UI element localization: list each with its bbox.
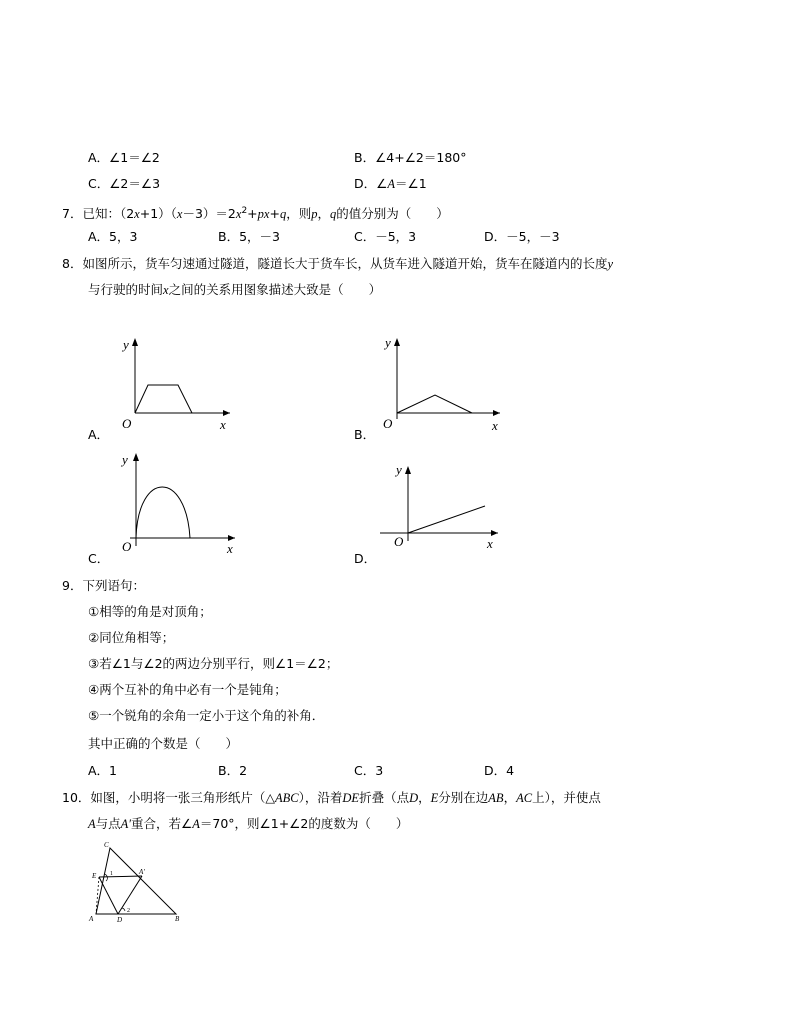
q9-option-b: B．2 — [218, 763, 248, 778]
q8-stem-line1: 8．如图所示，货车匀速通过隧道，隧道长大于货车长，从货车进入隧道开始，货车在隧道内的长度y — [62, 256, 614, 271]
q6-option-b: B．∠4+∠2＝180° — [354, 150, 467, 165]
q8-stem-line2: 与行驶的时间x之间的关系用图象描述大致是（ ） — [88, 282, 382, 297]
q8-graph-d-y-label: y — [396, 462, 402, 477]
q10-triangle-figure — [86, 838, 186, 928]
q10-label-e: E — [92, 872, 97, 880]
q8-graph-d — [380, 460, 505, 555]
q8-graph-b — [375, 335, 505, 433]
q9-statement-1: ①相等的角是对顶角； — [88, 604, 212, 619]
q8-option-a: A． — [88, 427, 110, 442]
q8-graph-c-x-label: x — [227, 541, 233, 556]
q10-label-c: C — [104, 841, 109, 849]
q8-graph-d-origin: O — [394, 534, 404, 549]
q9-statement-3: ③若∠1与∠2的两边分别平行，则∠1＝∠2； — [88, 656, 339, 671]
q10-label-a: A — [89, 915, 94, 923]
q10-stem-line1: 10．如图，小明将一张三角形纸片（△ABC），沿着DE折叠（点D，E分别在边AB，AC上），并使点 — [62, 790, 601, 805]
q8-graph-b-origin: O — [383, 416, 393, 431]
q10-label-angle-1: 1 — [110, 871, 113, 877]
q9-statement-4: ④两个互补的角中必有一个是钝角； — [88, 682, 287, 697]
q8-graph-a-x-label: x — [220, 417, 226, 432]
q9-title: 9．下列语句： — [62, 578, 145, 593]
q8-graph-a — [110, 335, 235, 430]
q7-option-a: A．5，3 — [88, 229, 138, 244]
q8-graph-b-y-label: y — [385, 335, 391, 350]
q6-option-d: D．∠A＝∠1 — [354, 176, 427, 191]
q9-question: 其中正确的个数是（ ） — [88, 736, 239, 751]
q8-option-b: B． — [354, 427, 376, 442]
q6-option-c: C．∠2＝∠3 — [88, 176, 161, 191]
q8-option-d: D． — [354, 551, 377, 566]
q6-option-a: A．∠1＝∠2 — [88, 150, 160, 165]
q8-graph-d-x-label: x — [487, 536, 493, 551]
q9-option-a: A．1 — [88, 763, 118, 778]
q9-statement-5: ⑤一个锐角的余角一定小于这个角的补角． — [88, 708, 325, 723]
q7-stem: 7．已知：$(2x+1)(x-3)=2x^2+px+q$，则p，q的值分别为（ ） — [62, 206, 449, 222]
q9-option-d: D．4 — [484, 763, 515, 778]
q7-option-b: B．5，－3 — [218, 229, 280, 244]
q8-graph-a-origin: O — [122, 416, 132, 431]
q8-graph-b-x-label: x — [492, 418, 498, 433]
q8-graph-c-origin: O — [122, 539, 132, 554]
q8-graph-c-y-label: y — [122, 452, 128, 467]
q10-label-angle-2: 2 — [127, 908, 130, 914]
q9-option-c: C．3 — [354, 763, 384, 778]
q8-option-c: C． — [88, 551, 110, 566]
q8-graph-c — [110, 450, 240, 560]
q10-label-a-prime: A′ — [139, 868, 145, 876]
q10-stem-line2: A与点A′重合，若∠A＝70°，则∠1+∠2的度数为（ ） — [88, 816, 409, 831]
q10-label-b: B — [175, 915, 180, 923]
q8-graph-a-y-label: y — [123, 337, 129, 352]
q10-label-d: D — [117, 916, 123, 924]
q7-option-d: D．－5，－3 — [484, 229, 560, 244]
q9-statement-2: ②同位角相等； — [88, 630, 175, 645]
q7-option-c: C．－5，3 — [354, 229, 417, 244]
